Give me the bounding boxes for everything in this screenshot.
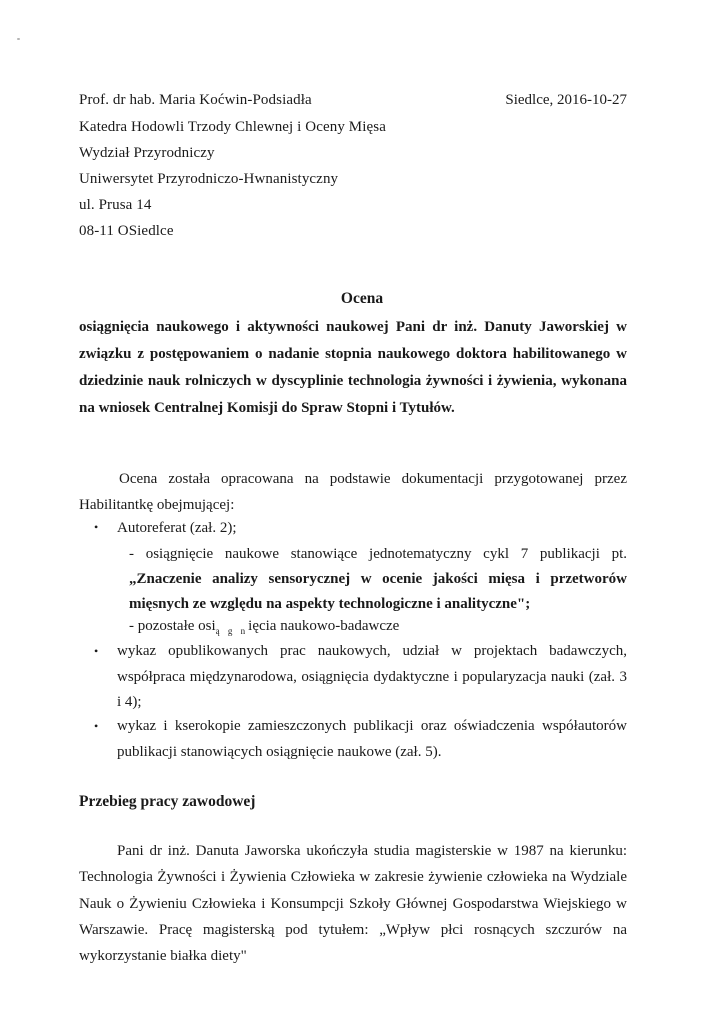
- section-heading-career: Przebieg pracy zawodowej: [79, 793, 256, 810]
- sub-other-part-b: ą g n: [215, 626, 249, 636]
- university-line: Uniwersytet Przyrodniczo-Hwnanistyczny: [79, 171, 339, 187]
- sub-achievement-title: „Znaczenie analizy sensorycznej w ocenie jakości mięsa i przetworów mięsnych ze względu na aspekty technologiczne i analityczne";: [129, 571, 627, 612]
- bullet-marker: •: [94, 719, 99, 733]
- street-line: ul. Prusa 14: [79, 197, 152, 213]
- bullet-marker: •: [94, 644, 99, 658]
- career-paragraph: Pani dr inż. Danuta Jaworska ukończyła studia magisterskie w 1987 na kierunku: Technologia Żywności i Żywienia Człowieka w zakresie żywienie człowieka na Wydziale Nauk o Żywieniu Człowieka i Konsumpcji Szkoły Głównej Gospodarstwa Wiejskiego w Warszawie. Pracę magisterską pod tytułem: „Wpływ płci rosnących szczurów na wykorzystanie białka diety": [79, 843, 627, 965]
- faculty-line: Wydział Przyrodniczy: [79, 145, 215, 161]
- author-name: Prof. dr hab. Maria Koćwin-Podsiadła: [79, 92, 312, 108]
- document-date: Siedlce, 2016-10-27: [505, 92, 627, 108]
- document-title: Ocena: [340, 290, 384, 307]
- bullet-sub-other: [129, 615, 627, 642]
- postal-line: 08-11 OSiedlce: [79, 223, 174, 239]
- bullet-copies-statements: wykaz i kserokopie zamieszczonych publikacji oraz oświadczenia współautorów publikacji stanowiących osiągnięcie naukowe (zał. 5).: [117, 718, 627, 760]
- bullet-marker: •: [94, 520, 99, 534]
- intro-paragraph: Ocena została opracowana na podstawie dokumentacji przygotowanej przez Habilitantkę obejmującej:: [79, 471, 627, 513]
- bullet-sub-achievement: [129, 542, 627, 617]
- sub-other-part-a: - pozostałe osi: [129, 618, 216, 634]
- sub-achievement-prefix: - osiągnięcie naukowe stanowiące jednotematyczny cykl 7 publikacji pt.: [129, 546, 627, 562]
- bullet-publications-list: wykaz opublikowanych prac naukowych, udział w projektach badawczych, współpraca międzynarodowa, osiągnięcia dydaktyczne i popularyzacja nauki (zał. 3 i 4);: [117, 643, 627, 710]
- sub-other-part-c: ięcia naukowo-badawcze: [248, 618, 400, 634]
- bullet-autoreferat: Autoreferat (zał. 2);: [117, 520, 237, 536]
- document-subject: osiągnięcia naukowego i aktywności naukowej Pani dr inż. Danuty Jaworskiej w związku z postępowaniem o nadanie stopnia naukowego doktora habilitowanego w dziedzinie nauk rolniczych w dyscyplinie technologia żywności i żywienia, wykonana na wniosek Centralnej Komisji do Spraw Stopni i Tytułów.: [79, 319, 627, 416]
- scan-speck: [17, 38, 20, 40]
- department-line: Katedra Hodowli Trzody Chlewnej i Oceny Mięsa: [79, 119, 386, 135]
